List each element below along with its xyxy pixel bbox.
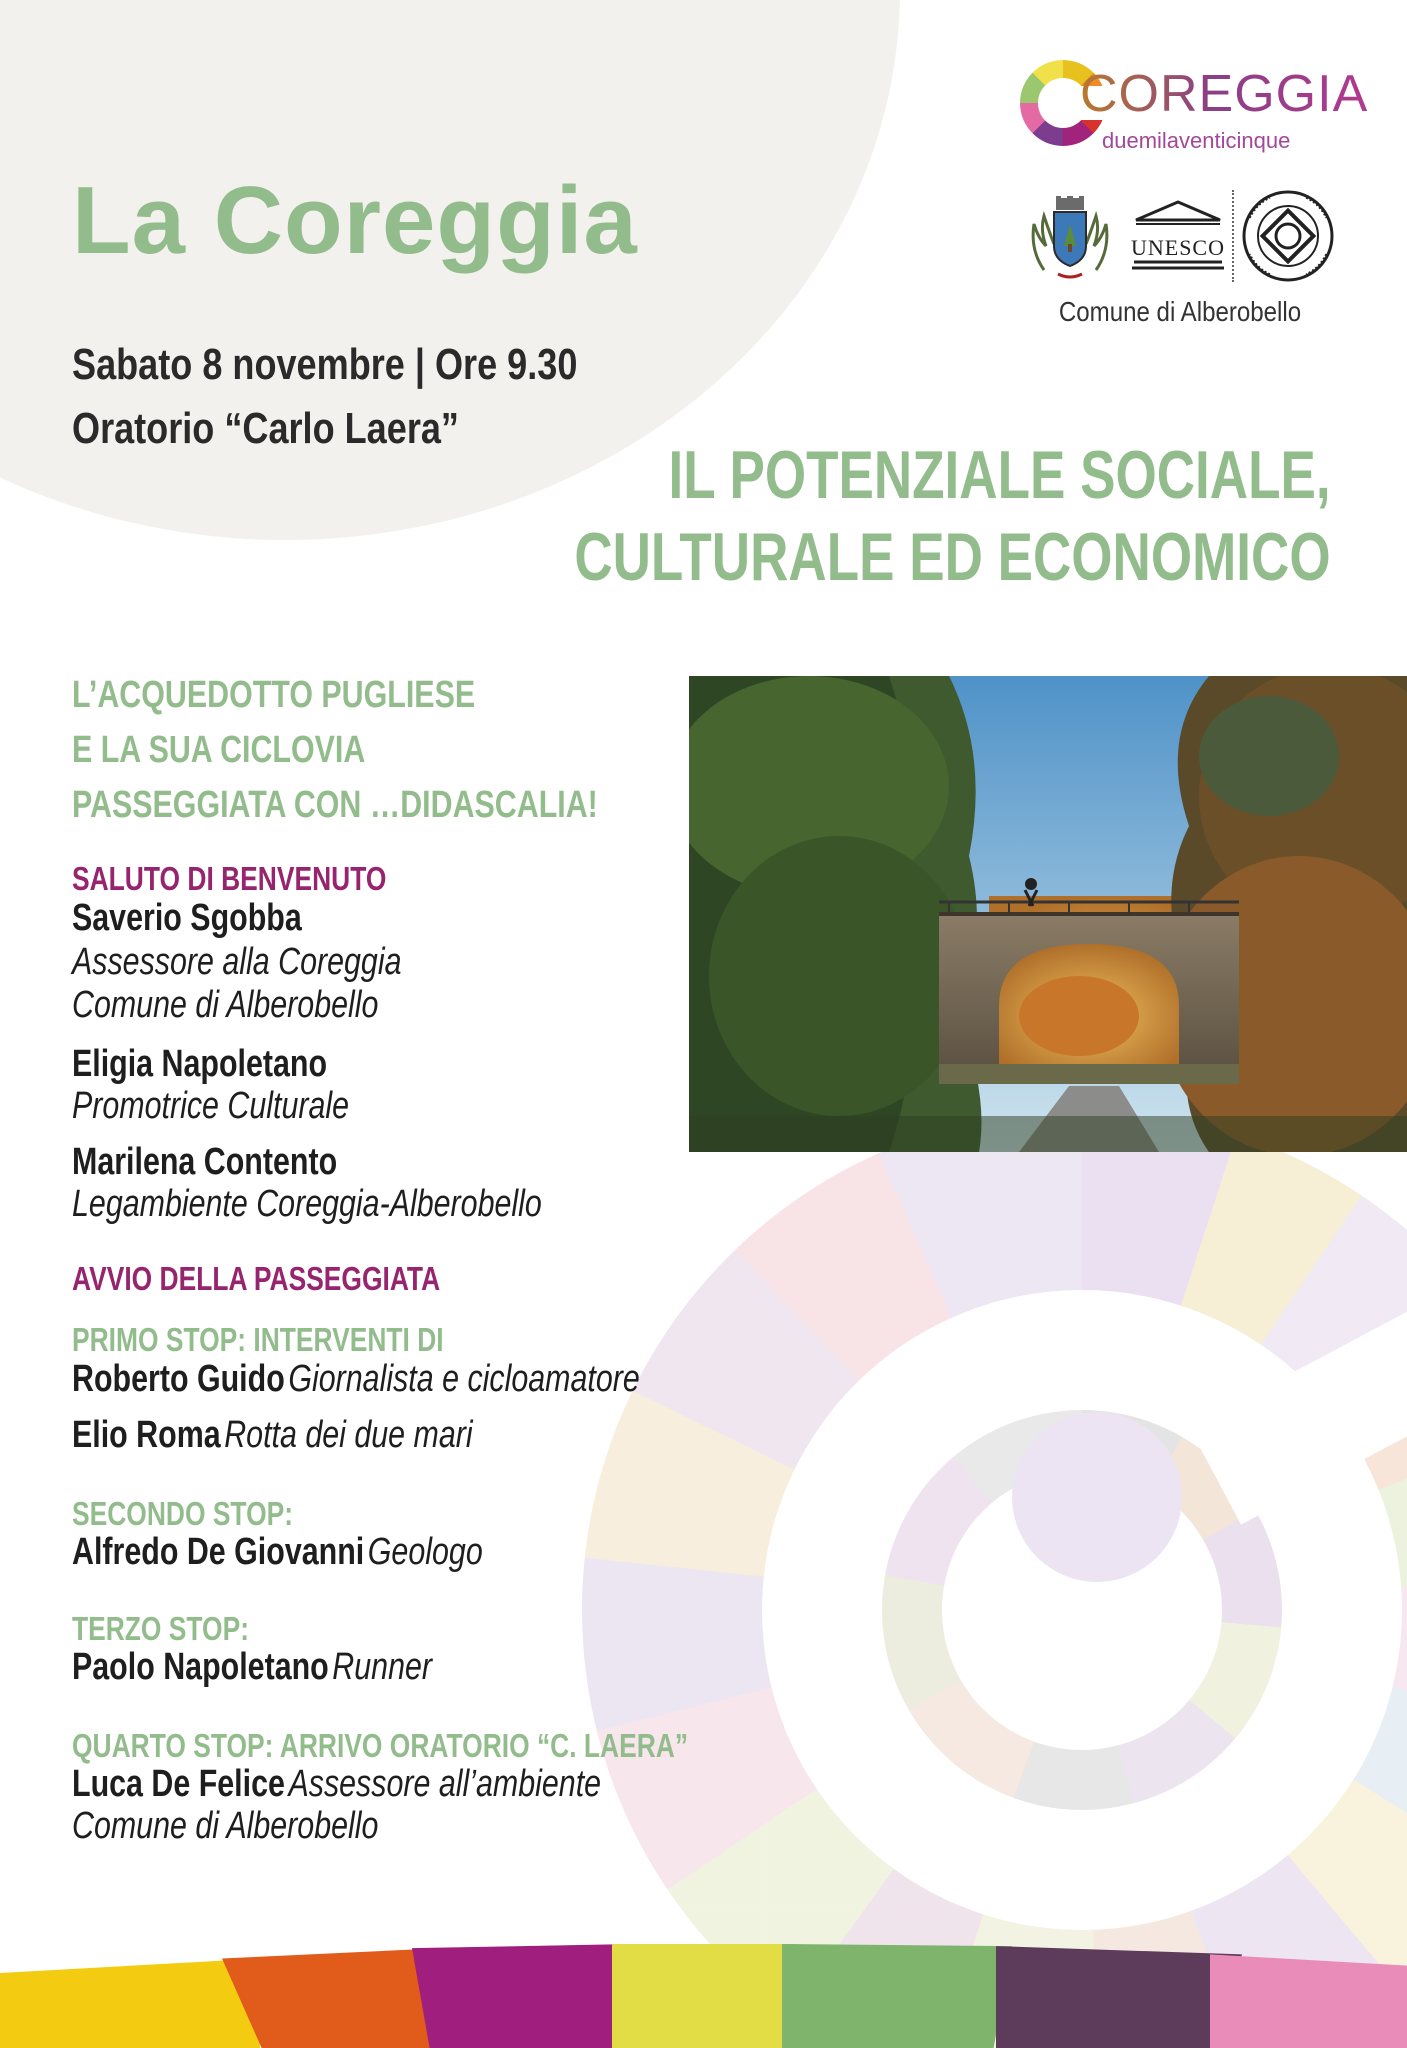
- page-title: La Coreggia: [72, 167, 638, 274]
- speaker-name: Marilena Contento: [72, 1141, 338, 1183]
- welcome-heading: SALUTO DI BENVENUTO: [72, 860, 387, 897]
- logo-subtitle: duemilaventicinque: [1102, 128, 1291, 153]
- ring-center-dot: [1012, 1412, 1182, 1582]
- stop-speaker: [72, 1414, 473, 1457]
- headline-line-1: IL POTENZIALE SOCIALE,: [668, 437, 1331, 513]
- headline-line-2: CULTURALE ED ECONOMICO: [574, 519, 1331, 595]
- stripe-plum: [996, 1944, 1242, 2048]
- stripe-green: [782, 1944, 1012, 2048]
- intro-line-2: E LA SUA CICLOVIA: [72, 729, 366, 771]
- event-headline: [575, 434, 1331, 598]
- logo-brand-text: COREGGIA: [1080, 65, 1369, 123]
- unesco-text: UNESCO: [1130, 235, 1226, 260]
- event-venue: Oratorio “Carlo Laera”: [72, 404, 459, 453]
- bridge-photo: [689, 676, 1407, 1152]
- stop-heading: QUARTO STOP: ARRIVO ORATORIO “C. LAERA”: [72, 1727, 689, 1764]
- emblem-divider: [1232, 190, 1234, 282]
- speaker-role: Rotta dei due mari: [224, 1414, 473, 1456]
- world-heritage-icon: [1240, 188, 1336, 284]
- alberobello-crest-icon: [1024, 190, 1116, 282]
- stripe-purple: [412, 1944, 632, 2048]
- walk-heading: AVVIO DELLA PASSEGGIATA: [72, 1260, 441, 1297]
- coreggia-logo: [1020, 58, 1369, 168]
- emblems: [1020, 188, 1340, 288]
- stop-heading: SECONDO STOP:: [72, 1495, 294, 1532]
- speaker-name: Paolo Napoletano: [72, 1646, 329, 1688]
- speaker-role: Giornalista e cicloamatore: [288, 1358, 640, 1400]
- speaker-name: Luca De Felice: [72, 1763, 285, 1805]
- speaker-role: Geologo: [367, 1531, 483, 1573]
- speaker-role: Assessore all’ambiente: [288, 1763, 602, 1805]
- intro-block: [72, 668, 598, 833]
- speaker-role: Legambiente Coreggia-Alberobello: [72, 1183, 542, 1225]
- comune-label: Comune di Alberobello: [1058, 296, 1302, 327]
- stripe-yellow: [0, 1944, 260, 2048]
- event-date: Sabato 8 novembre | Ore 9.30: [72, 340, 578, 389]
- stripe-orange: [222, 1944, 442, 2048]
- bridge-photo-illustration: [689, 676, 1407, 1152]
- speaker-role: Comune di Alberobello: [72, 984, 379, 1026]
- speaker-role: Comune di Alberobello: [72, 1805, 379, 1847]
- stop-speaker: [72, 1358, 640, 1401]
- stop-heading: TERZO STOP:: [72, 1610, 249, 1647]
- speaker-role: Assessore alla Coreggia: [72, 941, 402, 983]
- speaker-role: Runner: [332, 1646, 433, 1688]
- stop-speaker: [72, 1646, 432, 1689]
- speaker-name: Eligia Napoletano: [72, 1043, 328, 1085]
- speaker-name: Roberto Guido: [72, 1358, 285, 1400]
- speaker-name: Alfredo De Giovanni: [72, 1531, 365, 1573]
- unesco-icon: [1130, 200, 1226, 274]
- speaker-role: Promotrice Culturale: [72, 1085, 350, 1127]
- stripe-lime: [612, 1944, 798, 2048]
- speaker-name: Elio Roma: [72, 1414, 221, 1456]
- stop-speaker: [72, 1763, 601, 1806]
- intro-line-1: L’ACQUEDOTTO PUGLIESE: [72, 674, 476, 716]
- speaker-name: Saverio Sgobba: [72, 897, 302, 939]
- stop-speaker: [72, 1531, 483, 1574]
- intro-line-3: PASSEGGIATA CON …DIDASCALIA!: [72, 784, 598, 826]
- stop-heading: PRIMO STOP: INTERVENTI DI: [72, 1321, 444, 1358]
